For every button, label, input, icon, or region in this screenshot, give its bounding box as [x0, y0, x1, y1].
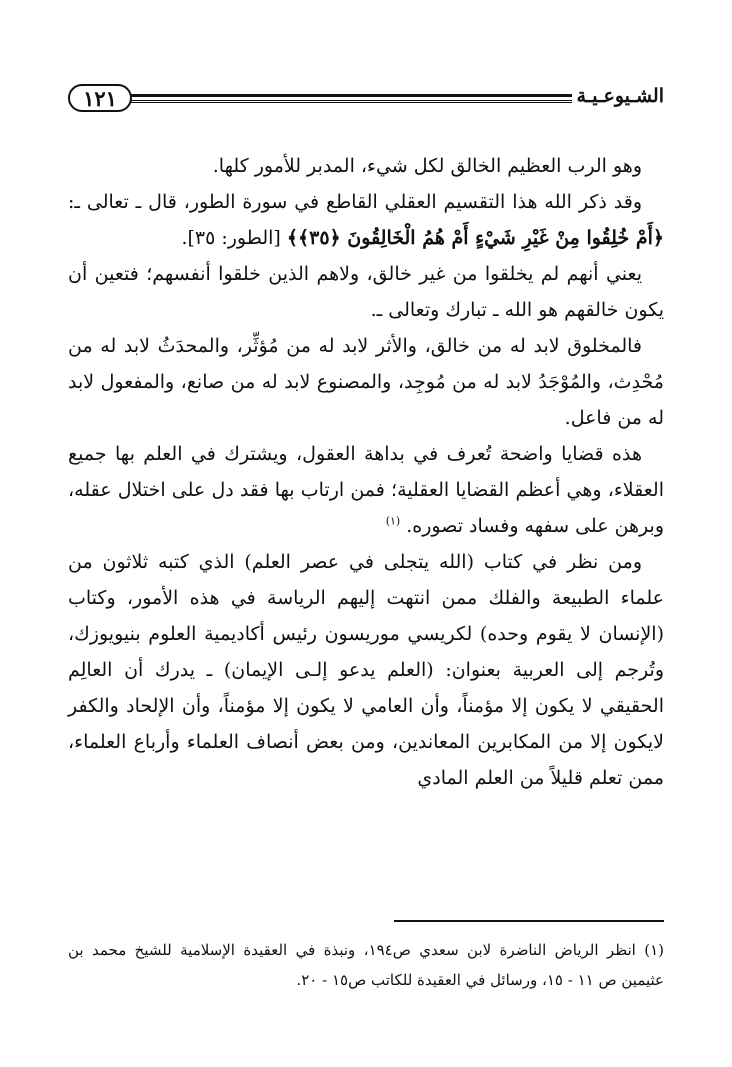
paragraph-5-text: هذه قضايا واضحة تُعرف في بداهة العقول، ويشترك في العلم بها جميع العقلاء، وهي أعظم القضايا العقلية؛ فمن ارتاب بها فقد دل على اختلال عقله، وبرهن على سفهه وفساد تصوره. [68, 443, 664, 537]
paragraph-1: وهو الرب العظيم الخالق لكل شيء، المدبر للأمور كلها. [212, 155, 642, 177]
footnotes [68, 935, 664, 995]
main-text [68, 148, 664, 796]
paragraph-2-intro: وقد ذكر الله هذا التقسيم العقلي القاطع في سورة الطور، قال ـ تعالى ـ: [68, 191, 642, 213]
paragraph-5 [68, 436, 664, 544]
header-rule [128, 94, 572, 101]
running-title: الشـيوعـيـة [576, 85, 664, 107]
page-header [68, 84, 664, 114]
paragraph-2 [68, 184, 664, 256]
page-number: ١٢١ [68, 84, 132, 112]
footnote-separator [394, 920, 664, 922]
paragraph-3: يعني أنهم لم يخلقوا من غير خالق، ولاهم الذين خلقوا أنفسهم؛ فتعين أن يكون خالقهم هو الله ـ تبارك وتعالى ـ. [68, 263, 664, 321]
verse-reference: [الطور: ٣٥]. [181, 227, 287, 249]
footnote-mark: (١) [385, 514, 401, 528]
paragraph-6: ومن نظر في كتاب (الله يتجلى في عصر العلم) الذي كتبه ثلاثون من علماء الطبيعة والفلك ممن انتهت إليهم الرياسة في هذه الأمور، وكتاب (الإنسان لا يقوم وحده) لكريسي موريسون رئيس أكاديمية العلوم بنيويوزك، وتُرجم إلى العربية بعنوان: (العلم يدعو إلـى الإيمان) ـ يدرك أن العالِم الحقيقي لا يكون إلا مؤمناً، وأن العامي لا يكون إلا مؤمناً، وأن الإلحاد والكفر لايكون إلا من المكابرين المعاندين، ومن بعض أنصاف العلماء وأرباع العلماء، ممن تعلم قليلاً من العلم المادي [68, 551, 664, 789]
footnote-1: (١) انظر الرياض الناضرة لابن سعدي ص١٩٤، ونبذة في العقيدة الإسلامية للشيخ محمد بن عثيمين ص ١١ - ١٥، ورسائل في العقيدة للكاتب ص١٥ - ٢٠. [68, 941, 665, 989]
paragraph-4: فالمخلوق لابد له من خالق، والأثر لابد له من مُؤثِّر، والمحدَثُ لابد له من مُحْدِث، والمُوْجَدُ لابد له من مُوجِد، والمصنوع لابد له من صانع، والمفعول لابد له من فاعل. [68, 335, 664, 429]
quran-verse: ﴿أَمْ خُلِقُوا مِنْ غَيْرِ شَيْءٍ أَمْ هُمُ الْخَالِقُونَ ﴿٣٥﴾﴾ [286, 227, 664, 249]
